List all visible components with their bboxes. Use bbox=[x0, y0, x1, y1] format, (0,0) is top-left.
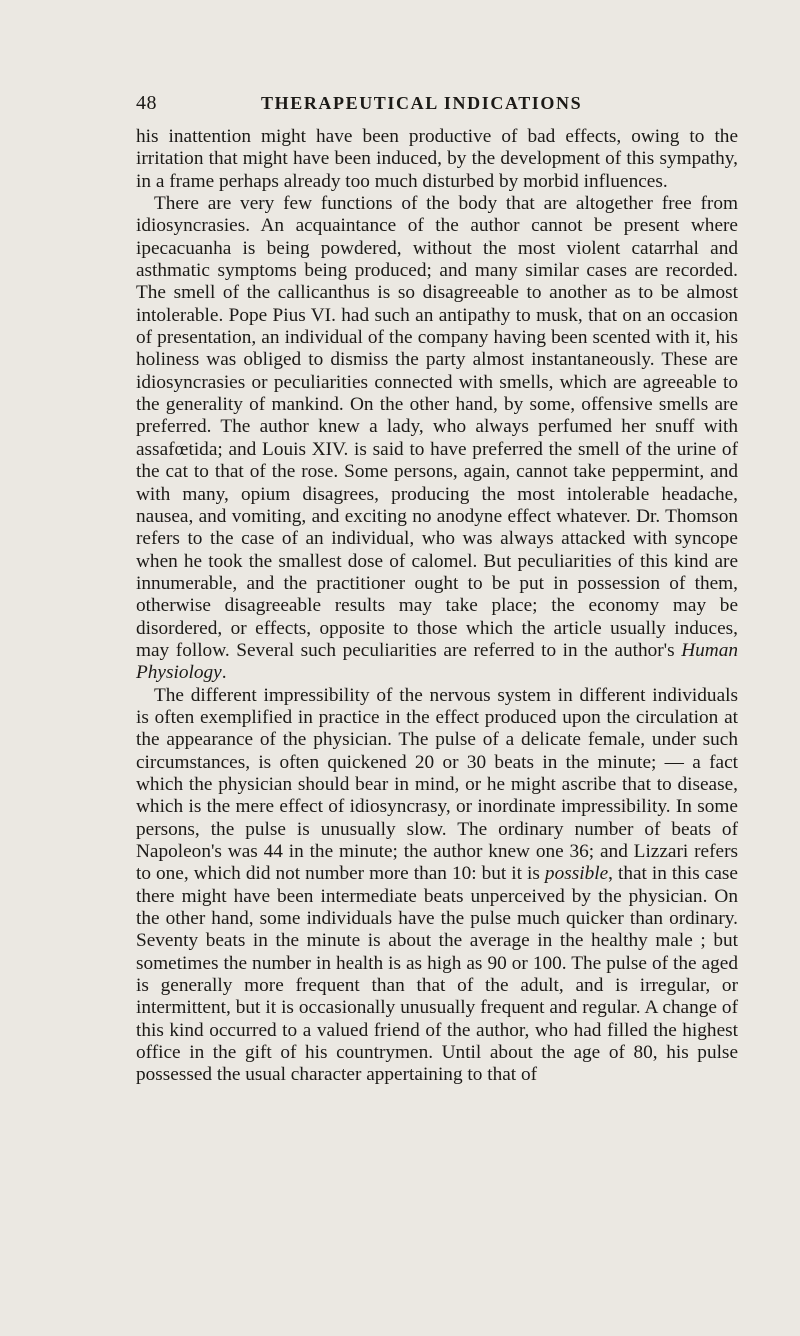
page-number: 48 bbox=[136, 92, 157, 114]
paragraph-continuation bbox=[136, 126, 738, 193]
running-title: THERAPEUTICAL INDICATIONS bbox=[261, 93, 583, 113]
page-header bbox=[136, 92, 736, 116]
paragraph-end: . bbox=[221, 662, 227, 684]
paragraph-text: There are very few functions of the body that are altogether free from idiosyncrasies. An acquaintance of the author cannot be present where ipecacuanha is being powdered, without the most violent catarrhal and asthmatic symptoms being produced; and many similar cases are recorded. The smell of the callicanthus is so disagreeable to another as to be almost intolerable. Pope Pius VI. had such an antipathy to musk, that on an occasion of presentation, an individual of the company having been scented with it, his holiness was obliged to dismiss the party almost instantaneously. These are idiosyncrasies or peculiarities connected with smells, which are agreeable to the generality of mankind. On the other hand, by some, offensive smells are preferred. The author knew a lady, who always perfumed her snuff with assafœtida; and Louis XIV. is said to have preferred the smell of the urine of the cat to that of the rose. Some persons, again, cannot take peppermint, and with many, opium disagrees, producing the most intolerable headache, nausea, and vomiting, and exciting no anodyne effect whatever. Dr. Thomson refers to the case of an individual, who was always attacked with syncope when he took the smallest dose of calomel. But peculiarities of this kind are innumerable, and the practitioner ought to be put in possession of them, otherwise disagreeable results may take place; the economy may be disordered, or effects, opposite to those which the article usually induces, may follow. Several such peculiarities are referred to in the author's bbox=[136, 193, 738, 661]
paragraph-idiosyncrasies bbox=[136, 193, 738, 685]
emphasis-italic: possible bbox=[544, 863, 609, 885]
paragraph-impressibility bbox=[136, 685, 738, 1087]
body-text bbox=[136, 126, 738, 1087]
paragraph-text: his inattention might have been productive of bad effects, owing to the irritation that might have been induced, by the development of this sympathy, in a frame perhaps already too much disturbed by morbid influences. bbox=[136, 126, 738, 192]
book-title-italic: Human Physiology bbox=[136, 639, 738, 684]
paragraph-end: , that in this case there might have been intermediate beats unperceived by the physician. On the other hand, some individuals have the pulse much quicker than ordinary. Seventy beats in the minute is about the average in the healthy male ; but sometimes the number in health is as high as 90 or 100. The pulse of the aged is generally more frequent than that of the adult, and is irregular, or intermittent, but it is occasionally unusually frequent and regular. A change of this kind occurred to a valued friend of the author, who had filled the highest office in the gift of his countrymen. Until about the age of 80, his pulse possessed the usual character appertaining to that of bbox=[136, 863, 738, 1086]
paragraph-text: The different impressibility of the nervous system in different individuals is often exemplified in practice in the effect produced upon the circulation at the appearance of the physician. The pulse of a delicate female, under such circumstances, is often quickened 20 or 30 beats in the minute; — a fact which the physician should bear in mind, or he might ascribe that to disease, which is the mere effect of idiosyncrasy, or inordinate impressibility. In some persons, the pulse is unusually slow. The ordinary number of beats of Napoleon's was 44 in the minute; the author knew one 36; and Lizzari refers to one, which did not number more than 10: but it is bbox=[136, 684, 738, 885]
